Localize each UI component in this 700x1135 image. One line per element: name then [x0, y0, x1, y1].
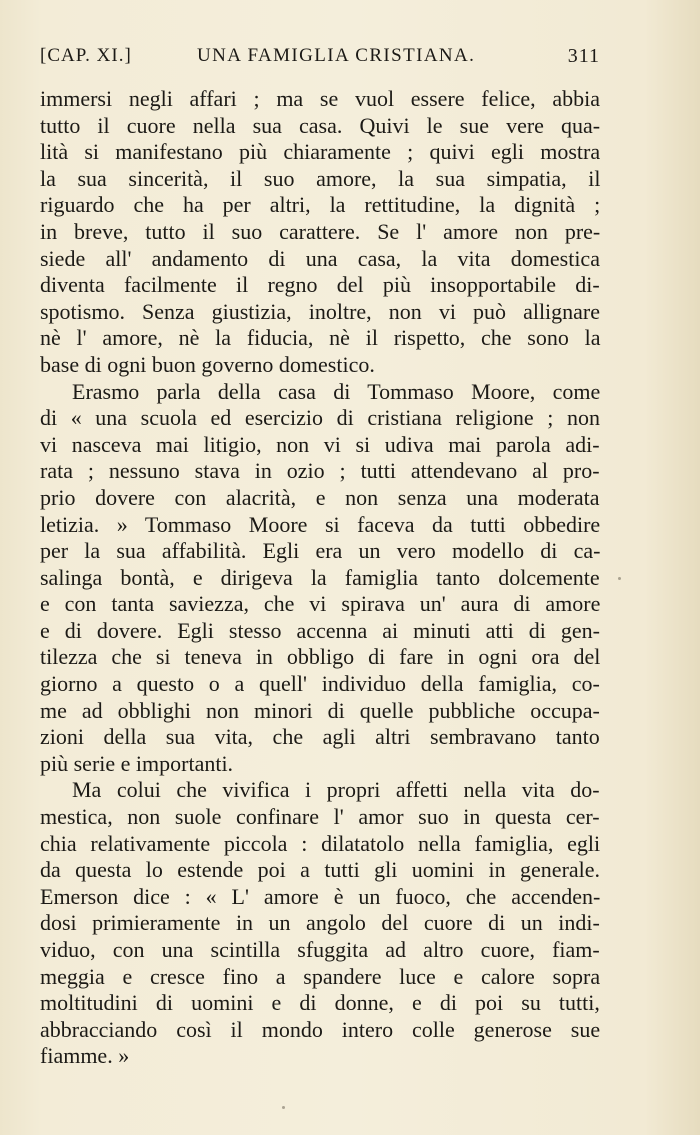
text-line: tilezza che si teneva in obbligo di fare in ogni ora del: [40, 644, 601, 670]
paragraph: [40, 379, 600, 778]
text-line: in breve, tutto il suo carattere. Se l' amore non pre-: [40, 218, 601, 244]
text-line: me ad obblighi non minori di quelle pubbliche occupa-: [40, 697, 600, 723]
text-line: diventa facilmente il regno del più insopportabile di-: [40, 272, 600, 298]
text-line: base di ogni buon governo domestico.: [40, 351, 375, 377]
text-line: mestica, non suole confinare l' amor suo in questa cer-: [40, 804, 600, 830]
text-line: Emerson dice : « L' amore è un fuoco, che accenden-: [40, 883, 601, 909]
paper-speck: [282, 1106, 285, 1109]
text-line: viduo, con una scintilla sfuggita ad altro cuore, fiam-: [40, 937, 600, 962]
text-line: giorno a questo o a quell' individuo della famiglia, co-: [40, 671, 600, 697]
running-header: [40, 45, 600, 75]
text-line: nè l' amore, nè la fiducia, nè il rispetto, che sono la: [40, 325, 601, 351]
text-line: meggia e cresce fino a spandere luce e calore sopra: [40, 963, 601, 989]
text-line: abbracciando così il mondo intero colle generose sue: [40, 1016, 601, 1042]
text-line: fiamme. »: [40, 1043, 130, 1069]
paragraph: [40, 777, 600, 1070]
text-line: vi nasceva mai litigio, non vi si udiva mai parola adi-: [40, 431, 600, 457]
text-line: immersi negli affari ; ma se vuol essere felice, abbia: [40, 86, 600, 111]
text-line: salinga bontà, e dirigeva la famiglia tanto dolcemente: [40, 564, 600, 590]
text-line: letizia. » Tommaso Moore si faceva da tutti obbedire: [40, 511, 601, 537]
text-line: Ma colui che vivifica i propri affetti nella vita do-: [72, 777, 600, 803]
text-line: più serie e importanti.: [40, 750, 234, 776]
text-line: lità si manifestano più chiaramente ; quivi egli mostra: [40, 139, 601, 165]
text-line: prio dovere con alacrità, e non senza una moderata: [40, 484, 600, 510]
text-line: per la sua affabilità. Egli era un vero modello di ca-: [40, 538, 601, 564]
text-line: chia relativamente piccola : dilatatolo nella famiglia, egli: [40, 830, 601, 856]
running-title: UNA FAMIGLIA CRISTIANA.: [197, 45, 476, 66]
text-line: rata ; nessuno stava in ozio ; tutti attendevano al pro-: [40, 458, 600, 484]
paragraph: [40, 86, 600, 379]
text-line: spotismo. Senza giustizia, inoltre, non vi può allignare: [40, 298, 601, 324]
paper-speck: [618, 577, 621, 580]
text-line: la sua sincerità, il suo amore, la sua simpatia, il: [40, 165, 601, 191]
text-line: siede all' andamento di una casa, la vita domestica: [40, 245, 600, 271]
text-line: tutto il cuore nella sua casa. Quivi le sue vere qua-: [40, 112, 601, 138]
text-line: e di dovere. Egli stesso accenna ai minuti atti di gen-: [40, 617, 600, 643]
text-line: dosi primieramente in un angolo del cuore di un indi-: [40, 910, 600, 936]
text-line: zioni della sua vita, che agli altri sembravano tanto: [40, 724, 600, 750]
text-line: Erasmo parla della casa di Tommaso Moore, come: [72, 378, 601, 404]
text-line: e con tanta saviezza, che vi spirava un' aura di amore: [40, 591, 601, 617]
page-number: 311: [567, 45, 600, 67]
chapter-label: [CAP. XI.]: [40, 45, 132, 66]
text-line: riguardo che ha per altri, la rettitudine, la dignità ;: [40, 192, 601, 218]
body-text: [40, 86, 600, 1070]
text-line: moltitudini di uomini e di donne, e di poi su tutti,: [40, 990, 600, 1016]
text-line: da questa lo estende poi a tutti gli uomini in generale.: [40, 857, 601, 883]
text-line: di « una scuola ed esercizio di cristiana religione ; non: [40, 405, 600, 431]
